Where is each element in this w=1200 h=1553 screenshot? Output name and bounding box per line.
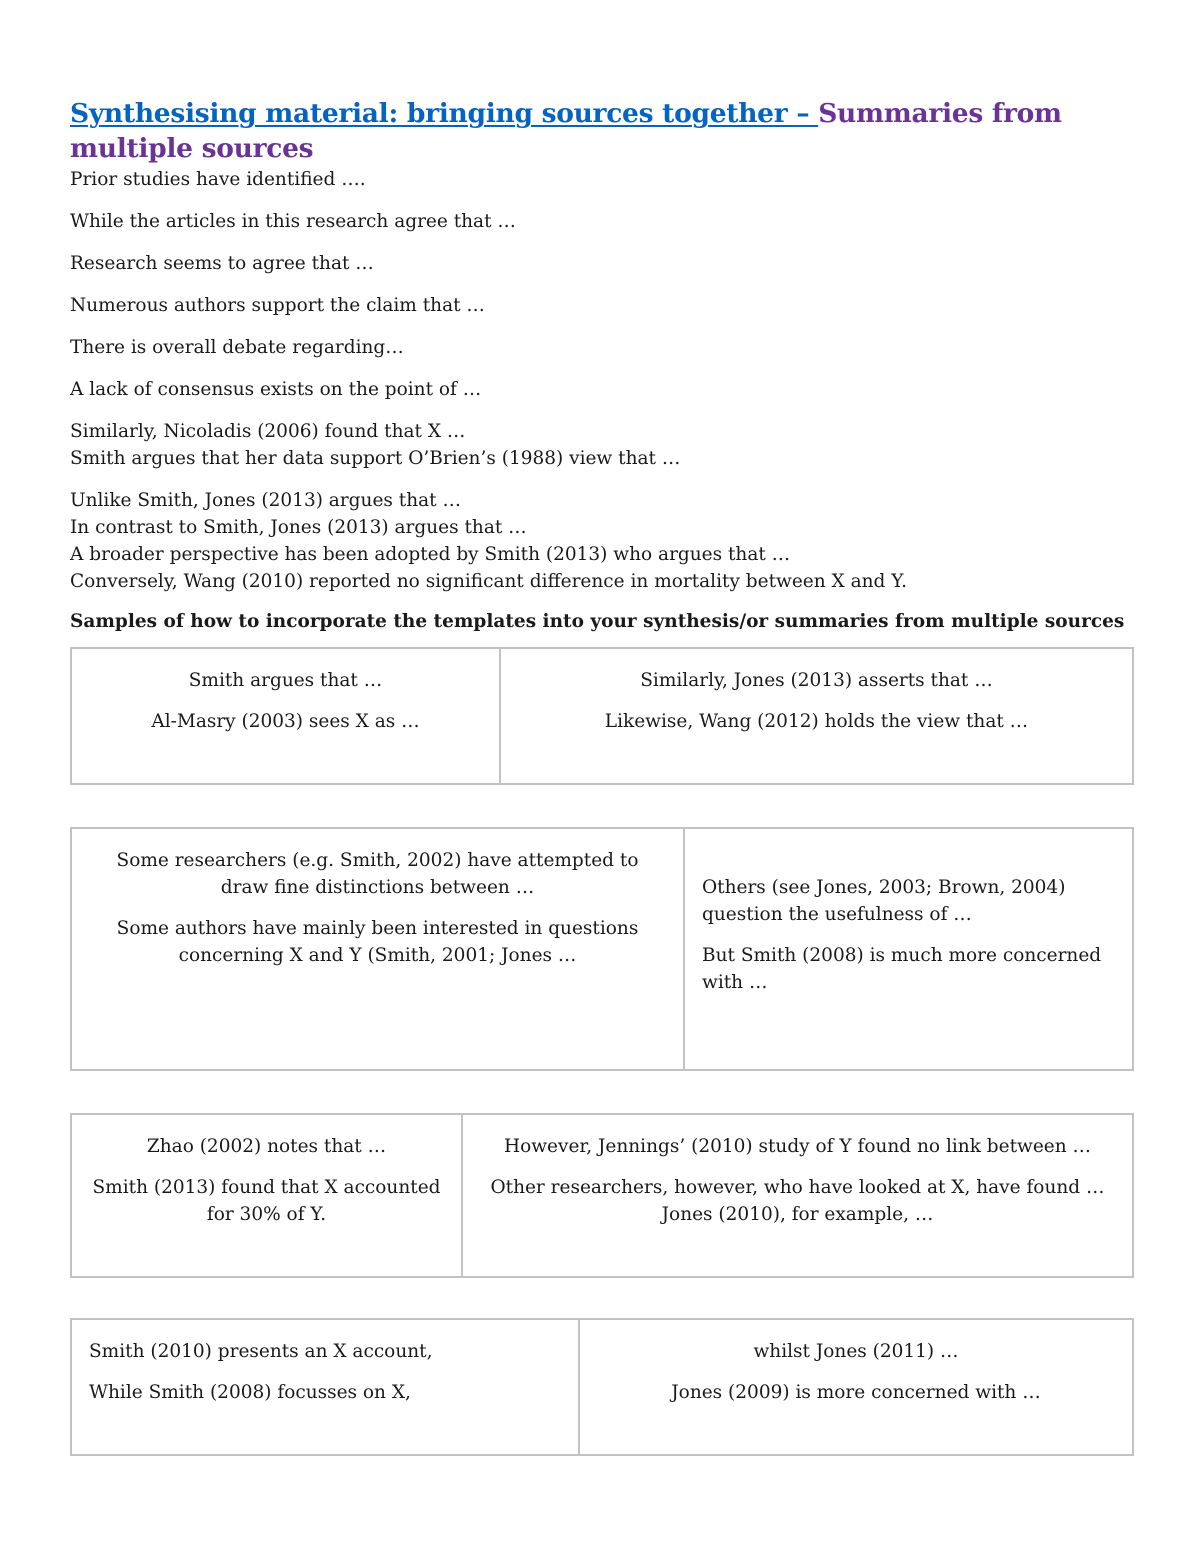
- document-page: [70, 96, 1132, 1456]
- sample-phrase: But Smith (2008) is much more concerned with …: [702, 945, 1102, 993]
- phrase: Research seems to agree that …: [70, 253, 374, 274]
- sample-cell-left: [71, 1319, 579, 1455]
- sample-table-1: [70, 647, 1134, 785]
- phrase: Conversely, Wang (2010) reported no significant difference in mortality between X and Y.: [70, 571, 907, 592]
- phrase-group: [70, 166, 1132, 193]
- phrase: Smith argues that her data support O’Brien’s (1988) view that …: [70, 448, 681, 469]
- document-title: [70, 96, 1132, 166]
- sample-cell-right: [579, 1319, 1133, 1455]
- sample-cell-left: [71, 1114, 462, 1277]
- sample-phrase: Zhao (2002) notes that …: [146, 1136, 387, 1157]
- phrase-group: [70, 208, 1132, 235]
- phrase: Prior studies have identified ….: [70, 169, 366, 190]
- title-subtitle: Summaries from multiple sources: [70, 98, 1062, 164]
- phrase: Similarly, Nicoladis (2006) found that X …: [70, 421, 466, 442]
- sample-phrase: Some researchers (e.g. Smith, 2002) have attempted to draw fine distinctions between …: [116, 850, 639, 898]
- phrase-group: [70, 250, 1132, 277]
- sample-phrase: Al-Masry (2003) sees X as …: [151, 711, 420, 732]
- phrase: Unlike Smith, Jones (2013) argues that …: [70, 490, 461, 511]
- sample-phrase: Likewise, Wang (2012) holds the view that …: [604, 711, 1029, 732]
- phrase: A lack of consensus exists on the point of …: [70, 379, 482, 400]
- sample-phrase: Smith (2013) found that X accounted for 30% of Y.: [92, 1177, 441, 1225]
- sample-phrase: Smith (2010) presents an X account,: [89, 1341, 433, 1362]
- phrase-group: [70, 418, 1132, 472]
- sample-table-2: [70, 827, 1134, 1071]
- phrase: In contrast to Smith, Jones (2013) argues that …: [70, 517, 527, 538]
- sample-phrase: Jones (2009) is more concerned with …: [671, 1382, 1041, 1403]
- sample-cell-left: [71, 648, 500, 784]
- title-link[interactable]: Synthesising material: bringing sources together –: [70, 98, 819, 129]
- phrase-group: [70, 487, 1132, 595]
- samples-heading: Samples of how to incorporate the templates into your synthesis/or summaries from multiple sources: [70, 611, 1125, 632]
- phrase-group: [70, 376, 1132, 403]
- sample-cell-right: [684, 828, 1133, 1070]
- sample-cell-right: [500, 648, 1133, 784]
- phrase: There is overall debate regarding…: [70, 337, 404, 358]
- sample-phrase: Other researchers, however, who have looked at X, have found … Jones (2010), for example, …: [490, 1177, 1105, 1225]
- sample-phrase: While Smith (2008) focusses on X,: [89, 1382, 411, 1403]
- sample-phrase: Others (see Jones, 2003; Brown, 2004) question the usefulness of …: [702, 877, 1066, 925]
- phrase: While the articles in this research agree that …: [70, 211, 516, 232]
- sample-phrase: whilst Jones (2011) …: [753, 1341, 959, 1362]
- sample-phrase: However, Jennings’ (2010) study of Y found no link between …: [503, 1136, 1092, 1157]
- phrase-list: [70, 166, 1132, 595]
- sample-phrase: Some authors have mainly been interested in questions concerning X and Y (Smith, 2001; Jones …: [116, 918, 639, 966]
- phrase-group: [70, 334, 1132, 361]
- sample-table-3: [70, 1113, 1134, 1278]
- sample-cell-left: [71, 828, 684, 1070]
- phrase-group: [70, 292, 1132, 319]
- phrase: A broader perspective has been adopted by Smith (2013) who argues that …: [70, 544, 791, 565]
- sample-table-4: [70, 1318, 1134, 1456]
- sample-cell-right: [462, 1114, 1133, 1277]
- phrase: Numerous authors support the claim that …: [70, 295, 485, 316]
- sample-phrase: Smith argues that …: [188, 670, 383, 691]
- sample-phrase: Similarly, Jones (2013) asserts that …: [640, 670, 993, 691]
